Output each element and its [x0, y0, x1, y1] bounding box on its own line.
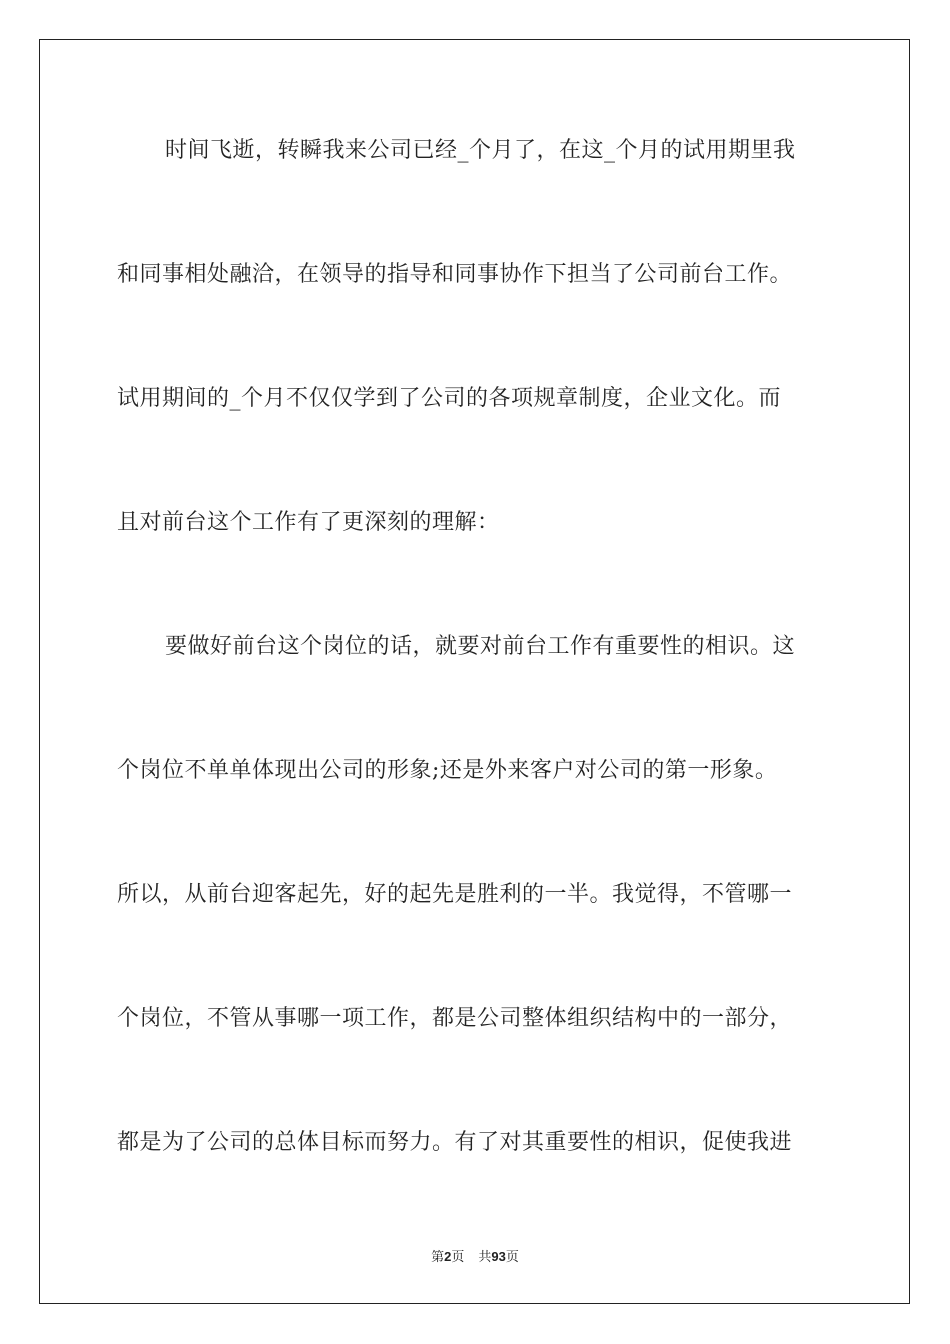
paragraph-2-line-1: 要做好前台这个岗位的话，就要对前台工作有重要性的相识。这 [165, 634, 796, 659]
paragraph-2-line-2: 个岗位不单单体现出公司的形象;还是外来客户对公司的第一形象。 [117, 758, 778, 783]
page-footer [0, 1247, 950, 1268]
paragraph-2-line-4: 个岗位，不管从事哪一项工作，都是公司整体组织结构中的一部分， [117, 1006, 793, 1031]
page-label-prefix: 第 [431, 1250, 445, 1265]
total-label-prefix: 共 [478, 1250, 492, 1265]
paragraph-1-line-3: 试用期间的_个月不仅仅学到了公司的各项规章制度，企业文化。而 [117, 386, 782, 411]
paragraph-2-line-3: 所以，从前台迎客起先，好的起先是胜利的一半。我觉得，不管哪一 [117, 882, 793, 907]
page-border [39, 39, 910, 1304]
total-pages: 93 [491, 1249, 506, 1264]
page-number: 2 [444, 1249, 452, 1264]
paragraph-1-line-1: 时间飞逝，转瞬我来公司已经_个月了，在这_个月的试用期里我 [165, 138, 796, 163]
total-label-suffix: 页 [505, 1250, 519, 1265]
paragraph-1-line-2: 和同事相处融洽，在领导的指导和同事协作下担当了公司前台工作。 [117, 262, 793, 287]
page-label-suffix: 页 [451, 1250, 465, 1265]
paragraph-1-line-4: 且对前台这个工作有了更深刻的理解： [117, 510, 500, 535]
paragraph-2-line-5: 都是为了公司的总体目标而努力。有了对其重要性的相识，促使我进 [117, 1130, 793, 1155]
